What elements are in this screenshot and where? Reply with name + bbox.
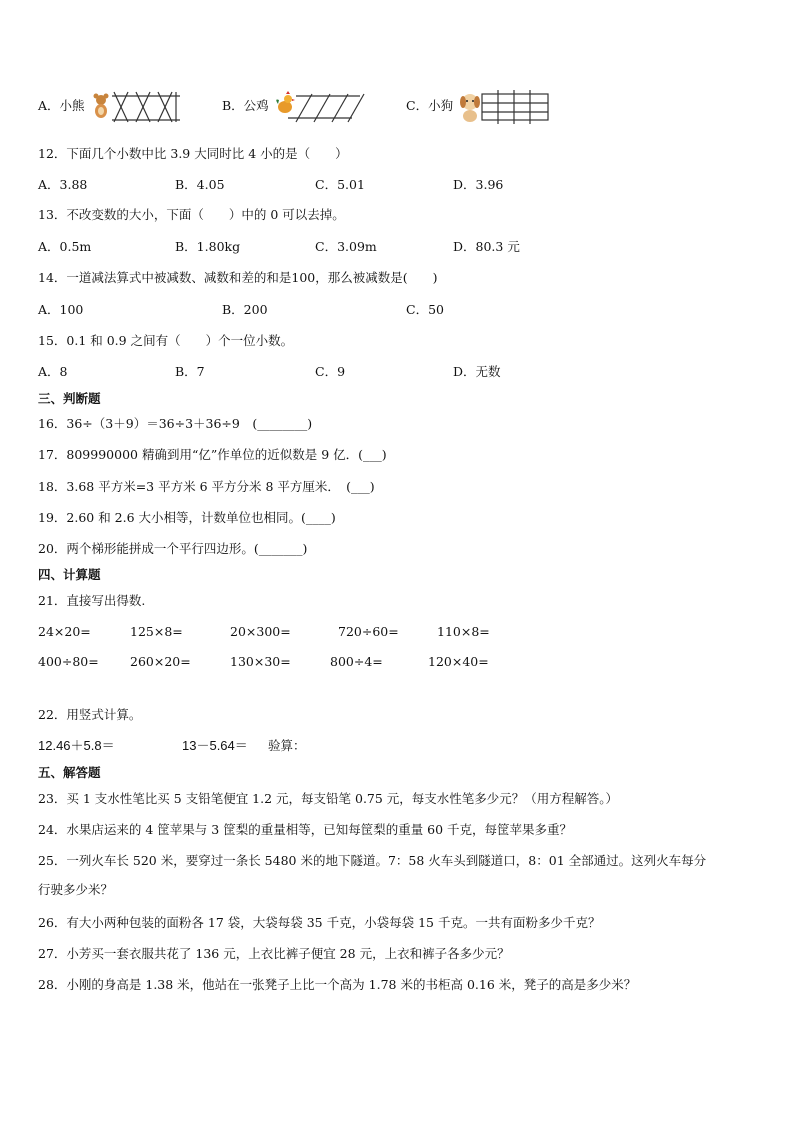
q15-option-d: D．无数 <box>453 364 501 379</box>
section-4-heading: 四、计算题 <box>38 567 101 582</box>
question-24: 24．水果店运来的 4 筐苹果与 3 筐梨的重量相等，已知每筐梨的重量 60 千克，每筐苹果多重？ <box>38 822 573 837</box>
q21-item: 125×8= <box>130 624 183 639</box>
q21-item: 260×20= <box>130 654 191 669</box>
q22-check-label: 验算： <box>268 738 306 753</box>
bear-grid <box>112 92 180 122</box>
question-16: 16．36÷（3＋9）＝36÷3＋36÷9 (________) <box>38 416 313 431</box>
q13-option-d: D．80.3 元 <box>453 239 520 254</box>
q12-option-a: A．3.88 <box>38 177 88 192</box>
q11-option-c-label: C．小狗 <box>406 98 454 113</box>
q12-option-d: D．3.96 <box>453 177 504 192</box>
dog-grid <box>482 90 548 124</box>
q14-option-c: C．50 <box>406 302 444 317</box>
q21-item: 800÷4= <box>330 654 383 669</box>
q13-option-b: B．1.80kg <box>175 239 241 254</box>
question-23: 23．买 1 支水性笔比买 5 支铅笔便宜 1.2 元，每支铅笔 0.75 元，每支水性笔多少元？（用方程解答。） <box>38 791 619 806</box>
q21-item: 24×20= <box>38 624 91 639</box>
question-14: 14．一道减法算式中被减数、减数和差的和是100，那么被减数是( ) <box>38 270 438 285</box>
question-15: 15．0.1 和 0.9 之间有（ ）个一位小数。 <box>38 333 294 348</box>
q15-option-a: A．8 <box>38 364 68 379</box>
q11-option-b-label: B．公鸡 <box>222 98 269 113</box>
question-18: 18．3.68 平方米=3 平方米 6 平方分米 8 平方厘米． (___) <box>38 479 375 494</box>
q12-option-b: B．4.05 <box>175 177 225 192</box>
question-12: 12．下面几个小数中比 3.9 大同时比 4 小的是（ ） <box>38 146 348 161</box>
q15-option-c: C．9 <box>315 364 346 379</box>
question-27: 27．小芳买一套衣服共花了 136 元，上衣比裤子便宜 28 元，上衣和裤子各多少元？ <box>38 946 510 961</box>
q21-item: 110×8= <box>437 624 490 639</box>
q13-option-c: C．3.09m <box>315 239 377 254</box>
dog-picture <box>458 90 552 126</box>
question-26: 26．有大小两种包装的面粉各 17 袋，大袋每袋 35 千克，小袋每袋 15 千克。一共有面粉多少千克？ <box>38 915 601 930</box>
question-17: 17．809990000 精确到用“亿”作单位的近似数是 9 亿．(___) <box>38 447 387 462</box>
q22-item: 12.46＋5.8＝ <box>38 738 115 753</box>
q13-option-a: A．0.5m <box>38 239 92 254</box>
dog-icon <box>460 94 480 122</box>
question-13: 13．不改变数的大小，下面（ ）中的 0 可以去掉。 <box>38 207 345 222</box>
question-22: 22．用竖式计算。 <box>38 707 142 722</box>
q21-item: 20×300= <box>230 624 291 639</box>
q14-option-a: A．100 <box>38 302 84 317</box>
question-19: 19．2.60 和 2.6 大小相等，计数单位也相同。(____) <box>38 510 336 525</box>
question-25-line-2: 行驶多少米？ <box>38 882 114 897</box>
bear-icon <box>94 94 109 119</box>
q21-item: 120×40= <box>428 654 489 669</box>
q12-option-c: C．5.01 <box>315 177 365 192</box>
question-20: 20．两个梯形能拼成一个平行四边形。(_______) <box>38 541 308 556</box>
rooster-grid <box>288 94 364 122</box>
q21-item: 400÷80= <box>38 654 99 669</box>
section-5-heading: 五、解答题 <box>38 765 101 780</box>
bear-picture <box>90 90 182 124</box>
q21-item: 720÷60= <box>338 624 399 639</box>
question-21: 21．直接写出得数. <box>38 593 146 608</box>
section-3-heading: 三、判断题 <box>38 391 101 406</box>
q21-item: 130×30= <box>230 654 291 669</box>
q14-option-b: B．200 <box>222 302 268 317</box>
rooster-picture <box>274 90 366 124</box>
q15-option-b: B．7 <box>175 364 205 379</box>
question-25-line-1: 25．一列火车长 520 米，要穿过一条长 5480 米的地下隧道。7：58 火车头到隧道口，8：01 全部通过。这列火车每分 <box>38 853 707 868</box>
question-28: 28．小刚的身高是 1.38 米，他站在一张凳子上比一个高为 1.78 米的书柜高 0.16 米，凳子的高是多少米？ <box>38 977 637 992</box>
q11-option-a-label: A．小熊 <box>38 98 85 113</box>
q22-item: 13－5.64＝ <box>182 738 248 753</box>
rooster-icon <box>276 91 295 113</box>
